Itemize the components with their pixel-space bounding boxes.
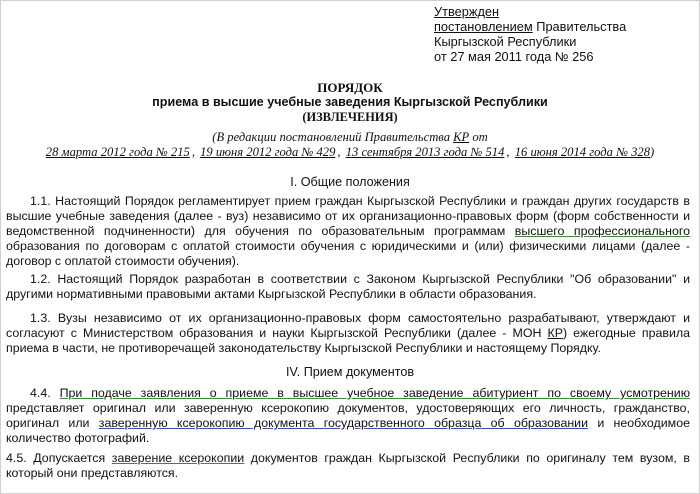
revision-link-3[interactable]: 13 сентября 2013 года № 514 — [345, 145, 505, 159]
approval-line4: от 27 мая 2011 года № 256 — [434, 49, 594, 64]
revisions-kr: КР — [453, 130, 470, 144]
approval-line3: Кыргызской Республики — [434, 34, 577, 49]
p4-4-text-a: При подаче заявления о приеме в высшее учебное заведение абитуриент по своему усмотрению — [59, 386, 690, 400]
section-general-heading: I. Общие положения — [290, 175, 410, 189]
revisions-intro-end: от — [469, 130, 488, 144]
approval-block — [434, 4, 626, 64]
p4-4-text-d: и необходимое количество фотографий. — [6, 416, 690, 445]
approval-line2 — [434, 19, 626, 34]
p4-5-text-c: документов граждан Кыргызской Республики по оригиналу тем вузом, в который они представляются. — [6, 451, 690, 480]
p1-3-text-b: КР — [547, 326, 563, 340]
approval-government: Правительства — [532, 19, 627, 34]
paragraph-1-3 — [6, 311, 690, 356]
p1-1-text-b: высшего профессионального — [514, 224, 691, 238]
extract-label: (ИЗВЛЕЧЕНИЯ) — [302, 110, 398, 124]
p4-5-text-b: заверение ксерокопии — [111, 451, 245, 465]
section-admission-heading: IV. Прием документов — [285, 365, 415, 379]
paragraph-1-1 — [6, 194, 690, 269]
p4-4-text-c: заверенную ксерокопию документа государственного образца об образовании — [98, 416, 589, 430]
revision-link-4[interactable]: 16 июня 2014 года № 328 — [514, 145, 650, 159]
paragraph-1-2 — [6, 272, 690, 302]
decree-link[interactable]: постановлением — [434, 19, 533, 34]
p1-1-text-c: образования по договорам с оплатой стоимости обучения с юридическими и (или) физическими лицами (далее - договор с оплатой стоимости обучения). — [6, 239, 690, 268]
paragraph-4-4 — [6, 386, 690, 446]
p1-1-text-a: 1.1. Настоящий Порядок регламентирует прием граждан Кыргызской Республики и граждан других государств в высшие учебные заведения (далее - вуз) независимо от их организационно-правовых форм (форм собственности и ведомственной подчиненности) для обучения по образовательным программам — [6, 194, 690, 238]
revisions-intro: (В редакции постановлений Правительства — [212, 130, 454, 144]
revision-link-2[interactable]: 19 июня 2012 года № 429 — [200, 145, 336, 159]
p4-5-text-a: 4.5. Допускается — [6, 451, 112, 465]
document-title: ПОРЯДОК — [317, 80, 383, 95]
p1-2-text: 1.2. Настоящий Порядок разработан в соответствии с Законом Кыргызской Республики "Об образовании" и другими нормативными правовыми актами Кыргызской Республики в области образования. — [6, 272, 690, 301]
p4-4-text-b: представляет оригинал или заверенную ксерокопию документов, удостоверяющих его личность, гражданство, оригинал или — [6, 401, 690, 430]
paragraph-4-5 — [6, 451, 690, 481]
revisions-closing: ) — [650, 145, 655, 159]
revisions-note: (В редакции постановлений Правительства КР от 28 марта 2012 года № 215 , 19 июня 2012 года № 429 , 13 сентября 2013 года № 514 , 16 июня 2014 года № 328) — [45, 130, 655, 159]
p4-4-number: 4.4. — [30, 386, 60, 400]
p1-3-text-a: 1.3. Вузы независимо от их организационно-правовых форм самостоятельно разрабатывают, утверждают и согласуют с Министерством образования и науки Кыргызской Республики (далее - МОН — [6, 311, 690, 340]
revision-link-1[interactable]: 28 марта 2012 года № 215 — [45, 145, 190, 159]
p1-3-text-c: ) ежегодные правила приема в части, не противоречащей законодательству Кыргызской Республики и настоящему Порядку. — [6, 326, 691, 355]
approval-line1: Утвержден — [434, 4, 500, 19]
document-subtitle: приема в высшие учебные заведения Кыргызской Республики — [152, 95, 548, 109]
